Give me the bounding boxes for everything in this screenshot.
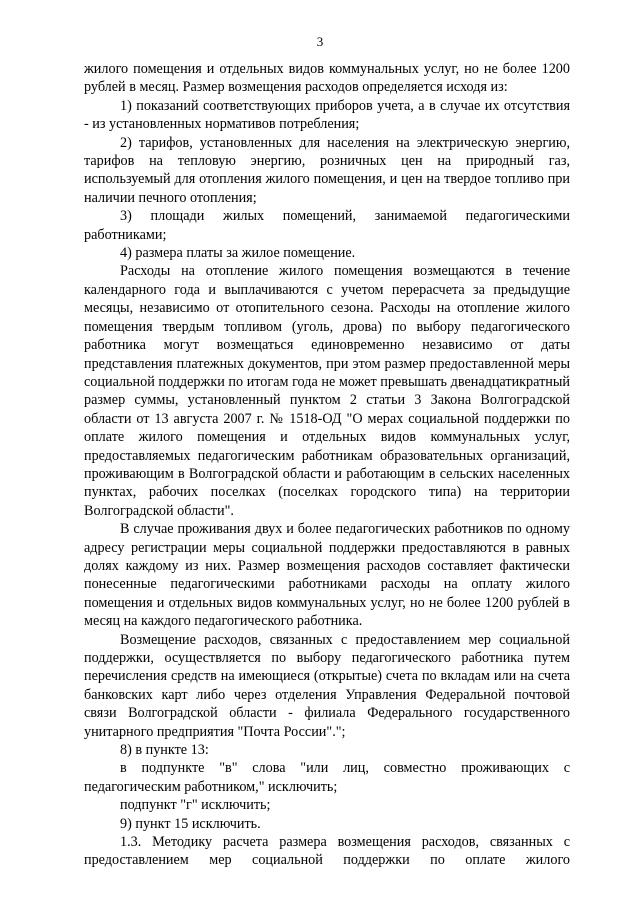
paragraph-4: 3) площади жилых помещений, занимаемой педагогическими работниками; xyxy=(84,208,570,243)
document-body xyxy=(84,60,570,870)
paragraph-11: подпункт "г" исключить; xyxy=(120,797,271,814)
paragraph-12: 9) пункт 15 исключить. xyxy=(120,815,261,832)
paragraph-6: Расходы на отопление жилого помещения возмещаются в течение календарного года и выплачиваются с учетом перерасчета за предыдущие месяцы, независимо от отопительного сезона. Расходы на отопление жилого помещения твердым топливом (уголь, дрова) по выбору педагогического работника могут возмещаться единовременно независимо от даты представления платежных документов, при этом размер предоставленной меры социальной поддержки по итогам года не может превышать двенадцатикратный размер суммы, установленный пунктом 2 статьи 3 Закона Волгоградской области от 13 августа 2007 г. № 1518-ОД "О мерах социальной поддержки по оплате жилого помещения и отдельных видов коммунальных услуг, предоставляемых педагогическим работникам образовательных организаций, проживающим в Волгоградской области и работающим в сельских населенных пунктах, рабочих поселках (поселках городского типа) на территории Волгоградской области". xyxy=(84,263,570,519)
paragraph-7: В случае проживания двух и более педагогических работников по одному адресу регистрации меры социальной поддержки предоставляются в равных долях каждому из них. Размер возмещения расходов составляет фактически понесенные педагогическими работниками расходы на оплату жилого помещения и отдельных видов коммунальных услуг, но не более 1200 рублей в месяц на каждого педагогического работника. xyxy=(84,521,570,630)
paragraph-13: 1.3. Методику расчета размера возмещения расходов, связанных с предоставлением мер социальной поддержки по оплате жилого xyxy=(84,834,570,869)
paragraph-9: 8) в пункте 13: xyxy=(120,742,209,759)
paragraph-10: в подпункте "в" слова "или лиц, совместно проживающих с педагогическим работником," исключить; xyxy=(84,760,570,795)
paragraph-3: 2) тарифов, установленных для населения на электрическую энергию, тарифов на тепловую энергию, розничных цен на природный газ, используемый для отопления жилого помещения, и цен на твердое топливо при наличии печного отопления; xyxy=(84,134,570,206)
paragraph-8: Возмещение расходов, связанных с предоставлением мер социальной поддержки, осуществляется по выбору педагогического работника путем перечисления средств на имеющиеся (открытые) счета по вкладам или на счета банковских карт либо через отделения Управления Федеральной почтовой связи Волгоградской области - филиала Федерального государственного унитарного предприятия "Почта России"."; xyxy=(84,631,570,740)
page-number: 3 xyxy=(316,34,324,49)
paragraph-2: 1) показаний соответствующих приборов учета, а в случае их отсутствия - из установленных нормативов потребления; xyxy=(84,97,570,133)
paragraph-5: 4) размера платы за жилое помещение. xyxy=(120,245,356,262)
paragraph-1: жилого помещения и отдельных видов коммунальных услуг, но не более 1200 рублей в месяц. Размер возмещения расходов определяется исходя из: xyxy=(84,61,570,96)
